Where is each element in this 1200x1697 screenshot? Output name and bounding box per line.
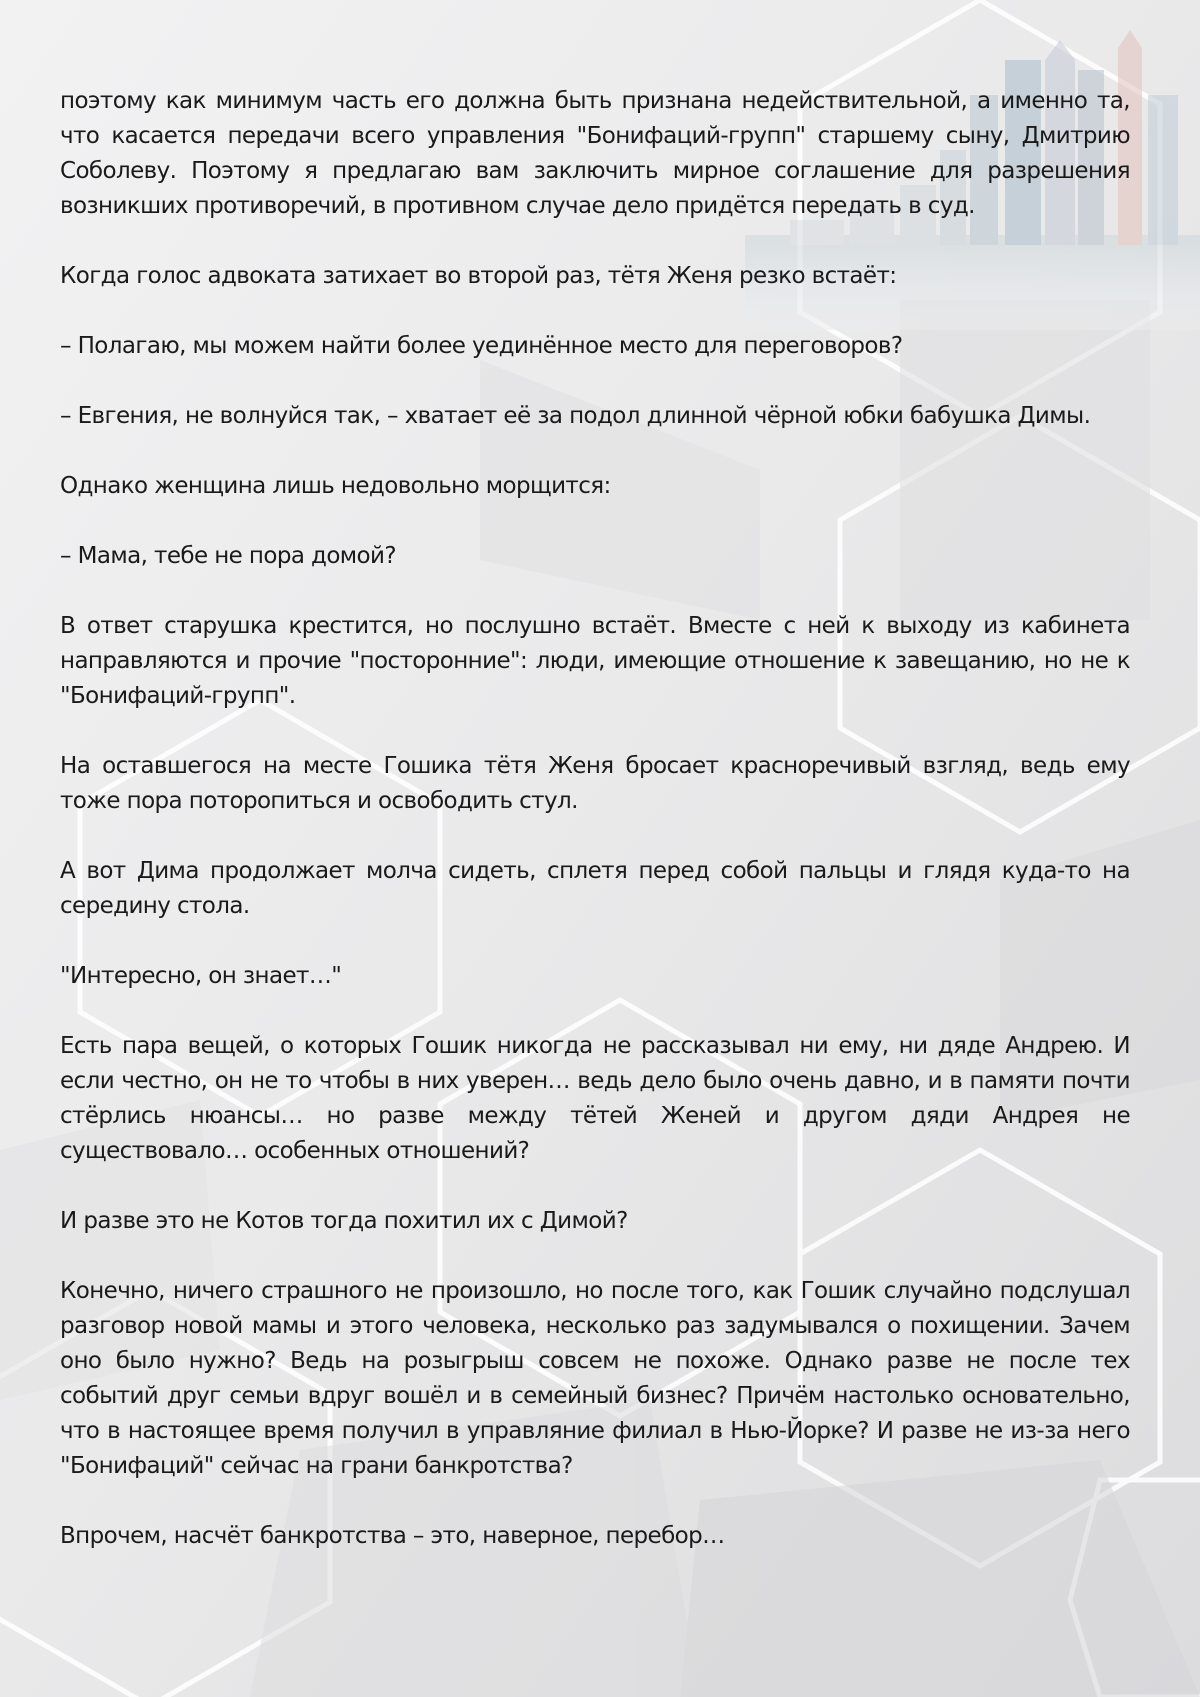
paragraph: В ответ старушка крестится, но послушно встаёт. Вместе с ней к выходу из кабинета направляются и прочие "посторонние": люди, имеющие отношение к завещанию, но не к "Бонифаций-групп".: [60, 613, 1130, 709]
paragraph: На оставшегося на месте Гошика тётя Женя бросает красноречивый взгляд, ведь ему тоже пора поторопиться и освободить стул.: [60, 753, 1130, 814]
paragraph: поэтому как минимум часть его должна быть признана недействительной, а именно та, что касается передачи всего управления "Бонифаций-групп" старшему сыну, Дмитрию Соболеву. Поэтому я предлагаю вам заключить мирное соглашение для разрешения возникших противоречий, в противном случае дело придётся передать в суд.: [60, 88, 1130, 219]
paragraph: А вот Дима продолжает молча сидеть, сплетя перед собой пальцы и глядя куда-то на середину стола.: [60, 858, 1130, 919]
paragraph: – Евгения, не волнуйся так, – хватает её за подол длинной чёрной юбки бабушка Димы.: [60, 403, 1091, 429]
paragraph: Однако женщина лишь недовольно морщится:: [60, 473, 611, 499]
paragraph: "Интересно, он знает…": [60, 963, 342, 989]
paragraph: – Полагаю, мы можем найти более уединённое место для переговоров?: [60, 333, 903, 359]
paragraph: Конечно, ничего страшного не произошло, но после того, как Гошик случайно подслушал разговор новой мамы и этого человека, несколько раз задумывался о похищении. Зачем оно было нужно? Ведь на розыгрыш совсем не похоже. Однако разве не после тех событий друг семьи вдруг вошёл и в семейный бизнес? Причём настолько основательно, что в настоящее время получил в управляние филиал в Нью-Йорке? И разве не из-за него "Бонифаций" сейчас на грани банкротства?: [60, 1278, 1130, 1479]
paragraph: Впрочем, насчёт банкротства – это, наверное, перебор…: [60, 1523, 725, 1549]
paragraph: Когда голос адвоката затихает во второй раз, тётя Женя резко встаёт:: [60, 263, 897, 289]
paragraph: И разве это не Котов тогда похитил их с Димой?: [60, 1208, 628, 1234]
document-body: [60, 84, 1130, 1554]
paragraph: Есть пара вещей, о которых Гошик никогда не рассказывал ни ему, ни дяде Андрею. И если честно, он не то чтобы в них уверен… ведь дело было очень давно, и в памяти почти стёрлись нюансы… но разве между тётей Женей и другом дяди Андрея не существовало… особенных отношений?: [60, 1033, 1130, 1164]
paragraph: – Мама, тебе не пора домой?: [60, 543, 396, 569]
